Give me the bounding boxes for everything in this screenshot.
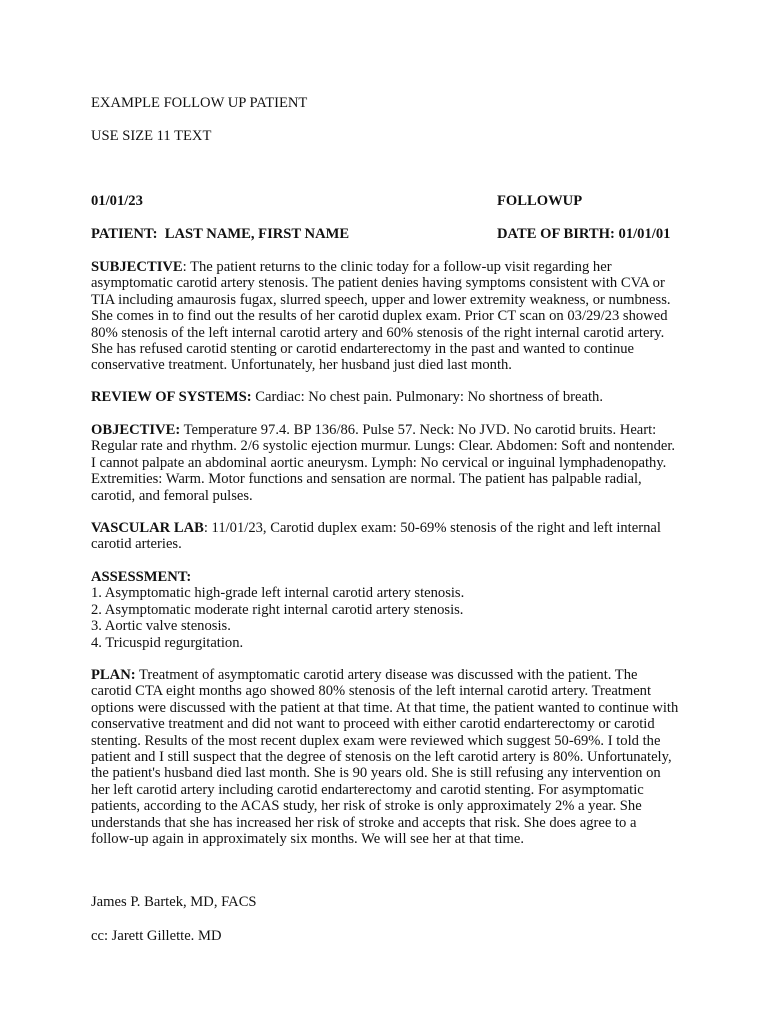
subjective-text: : The patient returns to the clinic today for a follow-up visit regarding her asymptomatic carotid artery stenosis. The patient denies having symptoms consistent with CVA or TIA including amaurosis fugax, slurred speech, upper and lower extremity weakness, or numbness. She comes in to find out the results of her carotid duplex exam. Prior CT scan on 03/29/23 showed 80% stenosis of the left internal carotid artery and 60% stenosis of the right internal carotid artery. She has refused carotid stenting or carotid endarterectomy in the past and wanted to continue conservative treatment. Unfortunately, her husband just died last month.: [91, 259, 671, 374]
assessment-item: 3. Aortic valve stenosis.: [91, 618, 231, 635]
patient-line: [91, 226, 349, 242]
physician-signature: James P. Bartek, MD, FACS: [91, 894, 257, 910]
patient-label: PATIENT:: [91, 226, 158, 242]
assessment-section: [91, 569, 681, 651]
cc-line: cc: Jarett Gillette. MD: [91, 928, 222, 944]
vascular-lab-text: : 11/01/23, Carotid duplex exam: 50-69% stenosis of the right and left internal carotid arteries.: [91, 520, 661, 553]
review-of-systems-section: [91, 389, 681, 405]
dob-label: DATE OF BIRTH:: [497, 226, 615, 242]
objective-text: Temperature 97.4. BP 136/86. Pulse 57. Neck: No JVD. No carotid bruits. Heart: Regular rate and rhythm. 2/6 systolic ejection murmur. Lungs: Clear. Abdomen: Soft and nontender. I cannot palpate an abdominal aortic aneurysm. Lymph: No cervical or inguinal lymphadenopathy. Extremities: Warm. Motor functions and sensation are normal. The patient has palpable radial, carotid, and femoral pulses.: [91, 422, 676, 504]
dob-value: 01/01/01: [618, 226, 671, 242]
objective-section: [91, 422, 681, 504]
plan-section: [91, 667, 681, 847]
dob-line: [497, 226, 670, 242]
assessment-item: 2. Asymptomatic moderate right internal carotid artery stenosis.: [91, 601, 464, 618]
ros-text: Cardiac: No chest pain. Pulmonary: No shortness of breath.: [251, 389, 603, 405]
vascular-lab-section: [91, 520, 681, 553]
subjective-section: [91, 259, 681, 374]
vascular-lab-label: VASCULAR LAB: [91, 520, 204, 536]
patient-name: LAST NAME, FIRST NAME: [164, 226, 350, 242]
visit-type: FOLLOWUP: [497, 193, 583, 209]
assessment-item: 4. Tricuspid regurgitation.: [91, 634, 244, 651]
objective-label: OBJECTIVE:: [91, 422, 181, 438]
ros-label: REVIEW OF SYSTEMS:: [91, 389, 252, 405]
plan-label: PLAN:: [91, 667, 136, 683]
assessment-label: ASSESSMENT:: [91, 569, 192, 585]
plan-text: Treatment of asymptomatic carotid artery disease was discussed with the patient. The carotid CTA eight months ago showed 80% stenosis of the left internal carotid artery. Treatment options were discussed with the patient at that time. At that time, the patient wanted to continue with conservative treatment and did not want to proceed with either carotid endarterectomy or carotid stenting. Results of the most recent duplex exam were reviewed which suggest 50-69%. I told the patient and I still suspect that the degree of stenosis on the left carotid artery is 80%. Unfortunately, the patient's husband died last month. She is 90 years old. She is still refusing any intervention on her left carotid artery including carotid endarterectomy and carotid stenting. For asymptomatic patients, according to the ACAS study, her risk of stroke is only approximately 2% a year. She understands that she has increased her risk of stroke and accepts that risk. She does agree to a follow-up again in approximately six months. We will see her at that time.: [91, 667, 679, 848]
assessment-item: 1. Asymptomatic high-grade left internal carotid artery stenosis.: [91, 585, 465, 602]
visit-date: 01/01/23: [91, 193, 143, 209]
document-title: EXAMPLE FOLLOW UP PATIENT: [91, 95, 308, 111]
subjective-label: SUBJECTIVE: [91, 259, 183, 275]
text-size-instruction: USE SIZE 11 TEXT: [91, 128, 212, 144]
